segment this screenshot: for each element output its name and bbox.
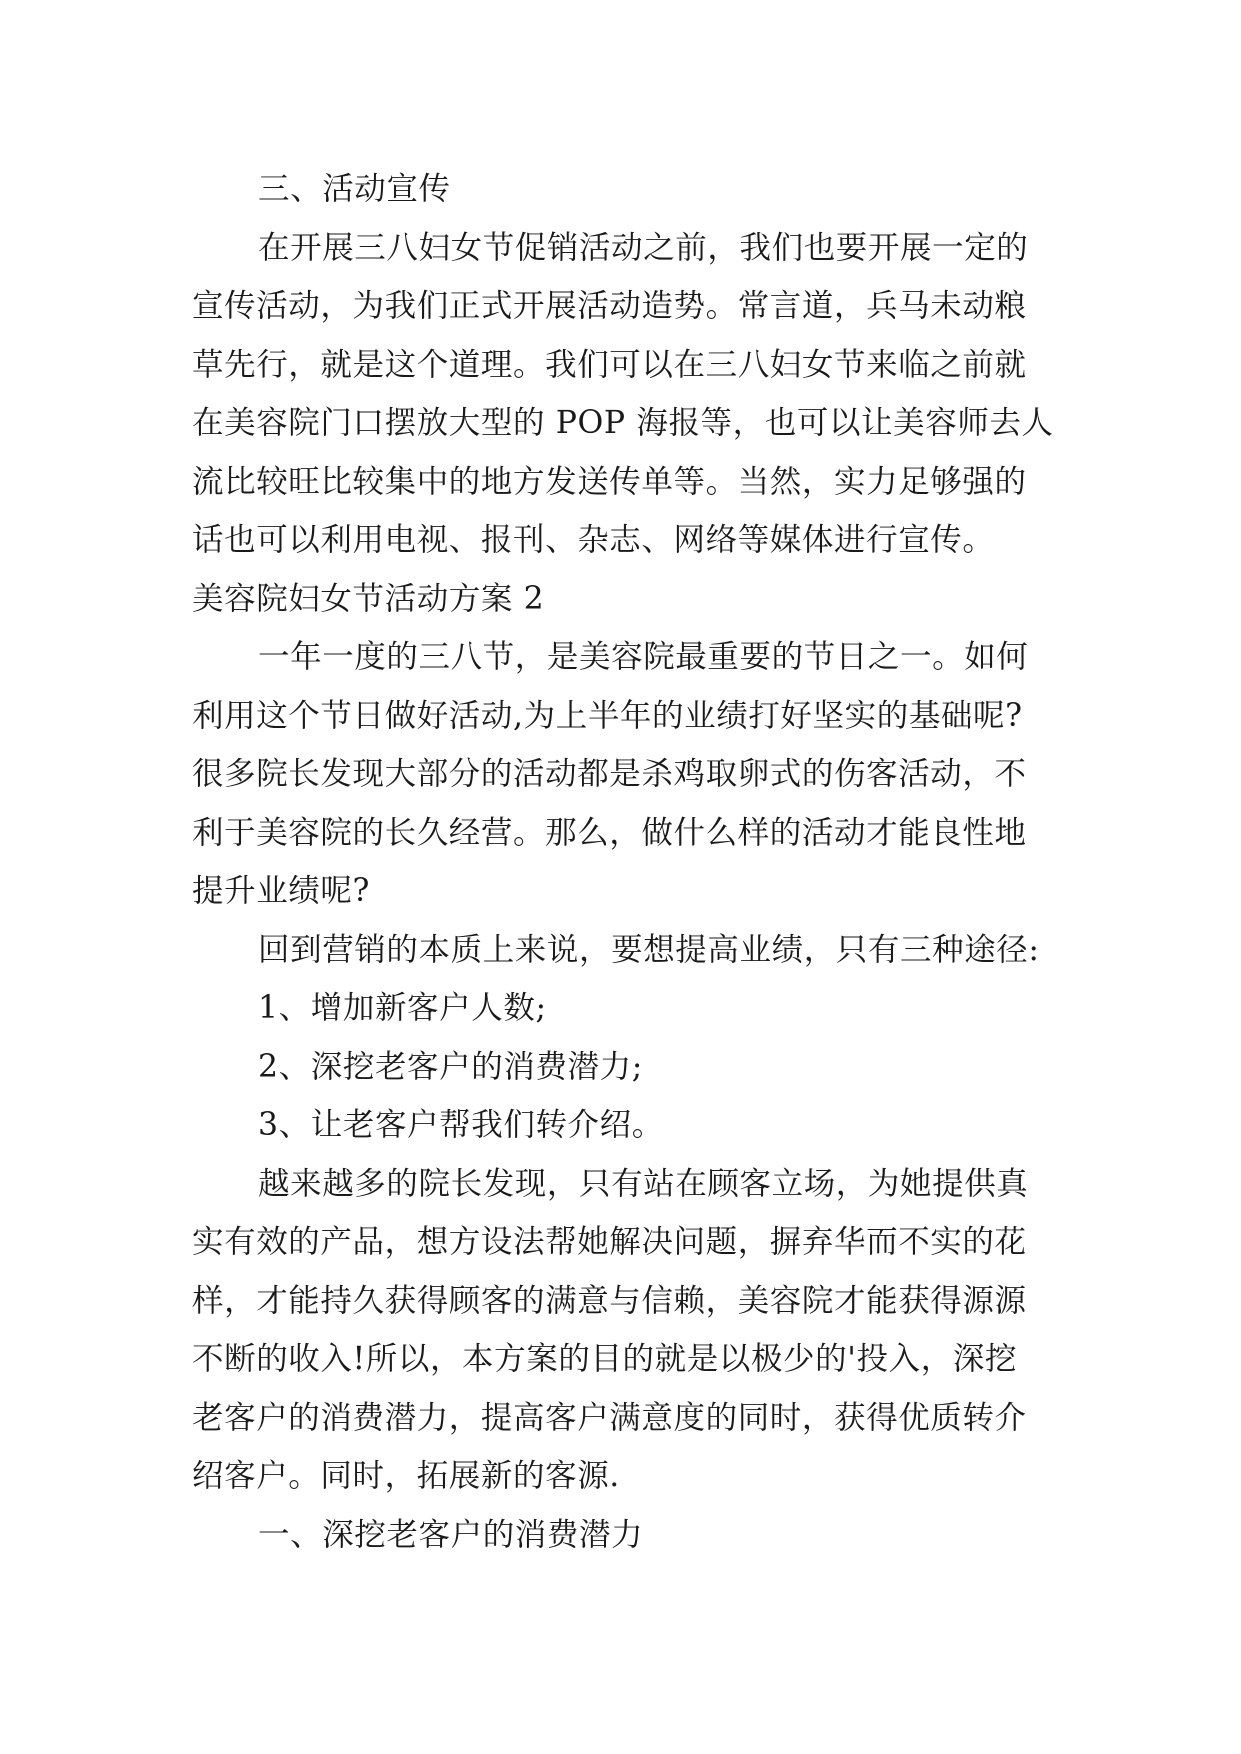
paragraph-line: 越来越多的院长发现，只有站在顾客立场，为她提供真 [258, 1165, 1029, 1202]
paragraph-line: 提升业绩呢? [192, 873, 370, 909]
list-item: 3、让老客户帮我们转介绍。 [258, 1107, 664, 1143]
paragraph-line: 老客户的消费潜力，提高客户满意度的同时，获得优质转介 [192, 1399, 1027, 1436]
paragraph-line: 利用这个节日做好活动,为上半年的业绩打好坚实的基础呢? [192, 697, 1023, 734]
list-item: 2、深挖老客户的消费潜力; [258, 1048, 643, 1085]
paragraph-line: 样，才能持久获得顾客的满意与信赖，美容院才能获得源源 [192, 1282, 1027, 1319]
paragraph-line: 实有效的产品，想方设法帮她解决问题，摒弃华而不实的花 [192, 1224, 1027, 1260]
list-item: 1、增加新客户人数; [258, 990, 547, 1026]
section-heading-existing-customers: 一、深挖老客户的消费潜力 [258, 1516, 644, 1553]
paragraph-line: 在开展三八妇女节促销活动之前，我们也要开展一定的 [258, 229, 1029, 266]
paragraph-line: 宣传活动，为我们正式开展活动造势。常言道，兵马未动粮 [192, 288, 1027, 324]
paragraph-line: 利于美容院的长久经营。那么，做什么样的活动才能良性地 [192, 814, 1027, 851]
paragraph-line: 话也可以利用电视、报刊、杂志、网络等媒体进行宣传。 [192, 522, 995, 558]
paragraph-line: 流比较旺比较集中的地方发送传单等。当然，实力足够强的 [192, 463, 1027, 500]
paragraph-line: 一年一度的三八节，是美容院最重要的节日之一。如何 [258, 639, 1029, 675]
paragraph-line: 在美容院门口摆放大型的 POP 海报等，也可以让美容师去人 [192, 405, 1054, 441]
section-heading-promotion: 三、活动宣传 [258, 171, 451, 207]
paragraph-line: 回到营销的本质上来说，要想提高业绩，只有三种途径: [258, 931, 1040, 968]
paragraph-line: 很多院长发现大部分的活动都是杀鸡取卵式的伤客活动，不 [192, 756, 1027, 792]
paragraph-line: 草先行，就是这个道理。我们可以在三八妇女节来临之前就 [192, 346, 1027, 383]
paragraph-line: 绍客户。同时，拓展新的客源. [192, 1458, 620, 1494]
paragraph-line: 不断的收入!所以，本方案的目的就是以极少的'投入，深挖 [192, 1341, 1018, 1377]
document-body [192, 160, 1052, 1564]
document-title-plan-2: 美容院妇女节活动方案 2 [192, 580, 545, 617]
